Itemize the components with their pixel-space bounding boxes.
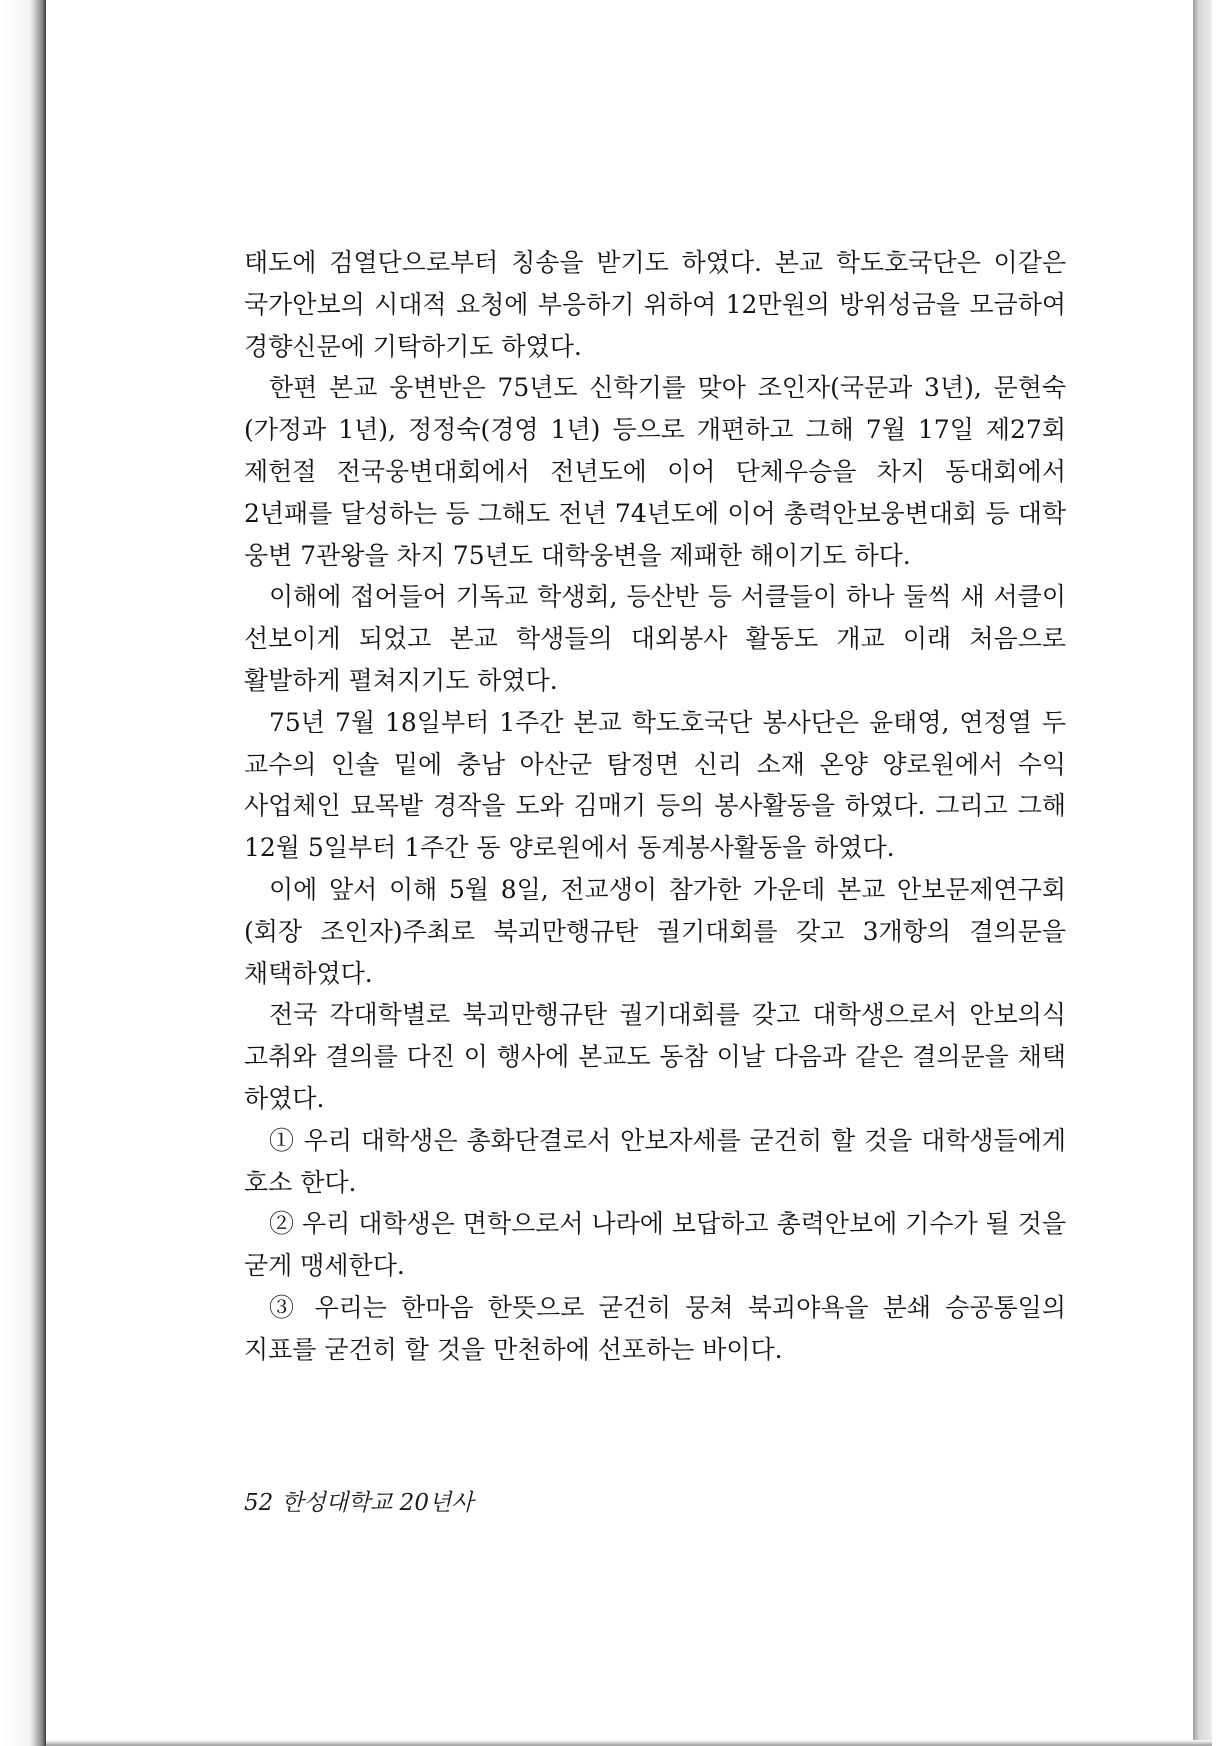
resolution-item-3: ③ 우리는 한마음 한뜻으로 굳건히 뭉쳐 북괴야욕을 분쇄 승공통일의 지표를 굳건히 할 것을 만천하에 선포하는 바이다. (244, 1292, 1066, 1364)
paragraph-4: 75년 7월 18일부터 1주간 본교 학도호국단 봉사단은 윤태영, 연정열 두 교수의 인솔 밑에 충남 아산군 탐정면 신리 소재 온양 양로원에서 수익 사업체인 묘목밭 경작을 도와 김매기 등의 봉사활동을 하였다. 그리고 그해 12월 5일부터 1주간 동 양로원에서 동계봉사활동을 하였다. (244, 707, 1066, 863)
paragraph-1: 태도에 검열단으로부터 칭송을 받기도 하였다. 본교 학도호국단은 이같은 국가안보의 시대적 요청에 부응하기 위하여 12만원의 방위성금을 모금하여 경향신문에 기탁하기도 하였다. (244, 248, 1066, 361)
page-footer (244, 1484, 473, 1517)
paragraph-6: 전국 각대학별로 북괴만행규탄 궐기대회를 갖고 대학생으로서 안보의식 고취와 결의를 다진 이 행사에 본교도 동참 이날 다음과 같은 결의문을 채택 하였다. (244, 1000, 1066, 1113)
paragraph-2: 한편 본교 웅변반은 75년도 신학기를 맞아 조인자(국문과 3년), 문현숙(가정과 1년), 정정숙(경영 1년) 등으로 개편하고 그해 7월 17일 제27회 제헌절 전국웅변대회에서 전년도에 이어 단체우승을 차지 동대회에서 2년패를 달성하는 등 그해도 전년 74년도에 이어 총력안보웅변대회 등 대학 웅변 7관왕을 차지 75년도 대학웅변을 제패한 해이기도 하다. (244, 373, 1066, 570)
page-left-edge (0, 0, 46, 1746)
paragraph-3: 이해에 접어들어 기독교 학생회, 등산반 등 서클들이 하나 둘씩 새 서클이 선보이게 되었고 본교 학생들의 대외봉사 활동도 개교 이래 처음으로 활발하게 펼쳐지기도 하였다. (244, 582, 1066, 695)
resolution-item-2: ② 우리 대학생은 면학으로서 나라에 보답하고 총력안보에 기수가 될 것을 굳게 맹세한다. (244, 1209, 1066, 1281)
page-bottom-edge (46, 1740, 1212, 1746)
body-text (244, 242, 1066, 1371)
book-title: 한성대학교 20년사 (281, 1490, 474, 1516)
resolution-item-1: ① 우리 대학생은 총화단결로서 안보자세를 굳건히 할 것을 대학생들에게 호소 한다. (244, 1125, 1066, 1197)
page-number: 52 (244, 1490, 274, 1516)
page-right-edge (1193, 0, 1212, 1746)
paragraph-5: 이에 앞서 이해 5월 8일, 전교생이 참가한 가운데 본교 안보문제연구회(회장 조인자)주최로 북괴만행규탄 궐기대회를 갖고 3개항의 결의문을 채택하였다. (244, 874, 1066, 988)
